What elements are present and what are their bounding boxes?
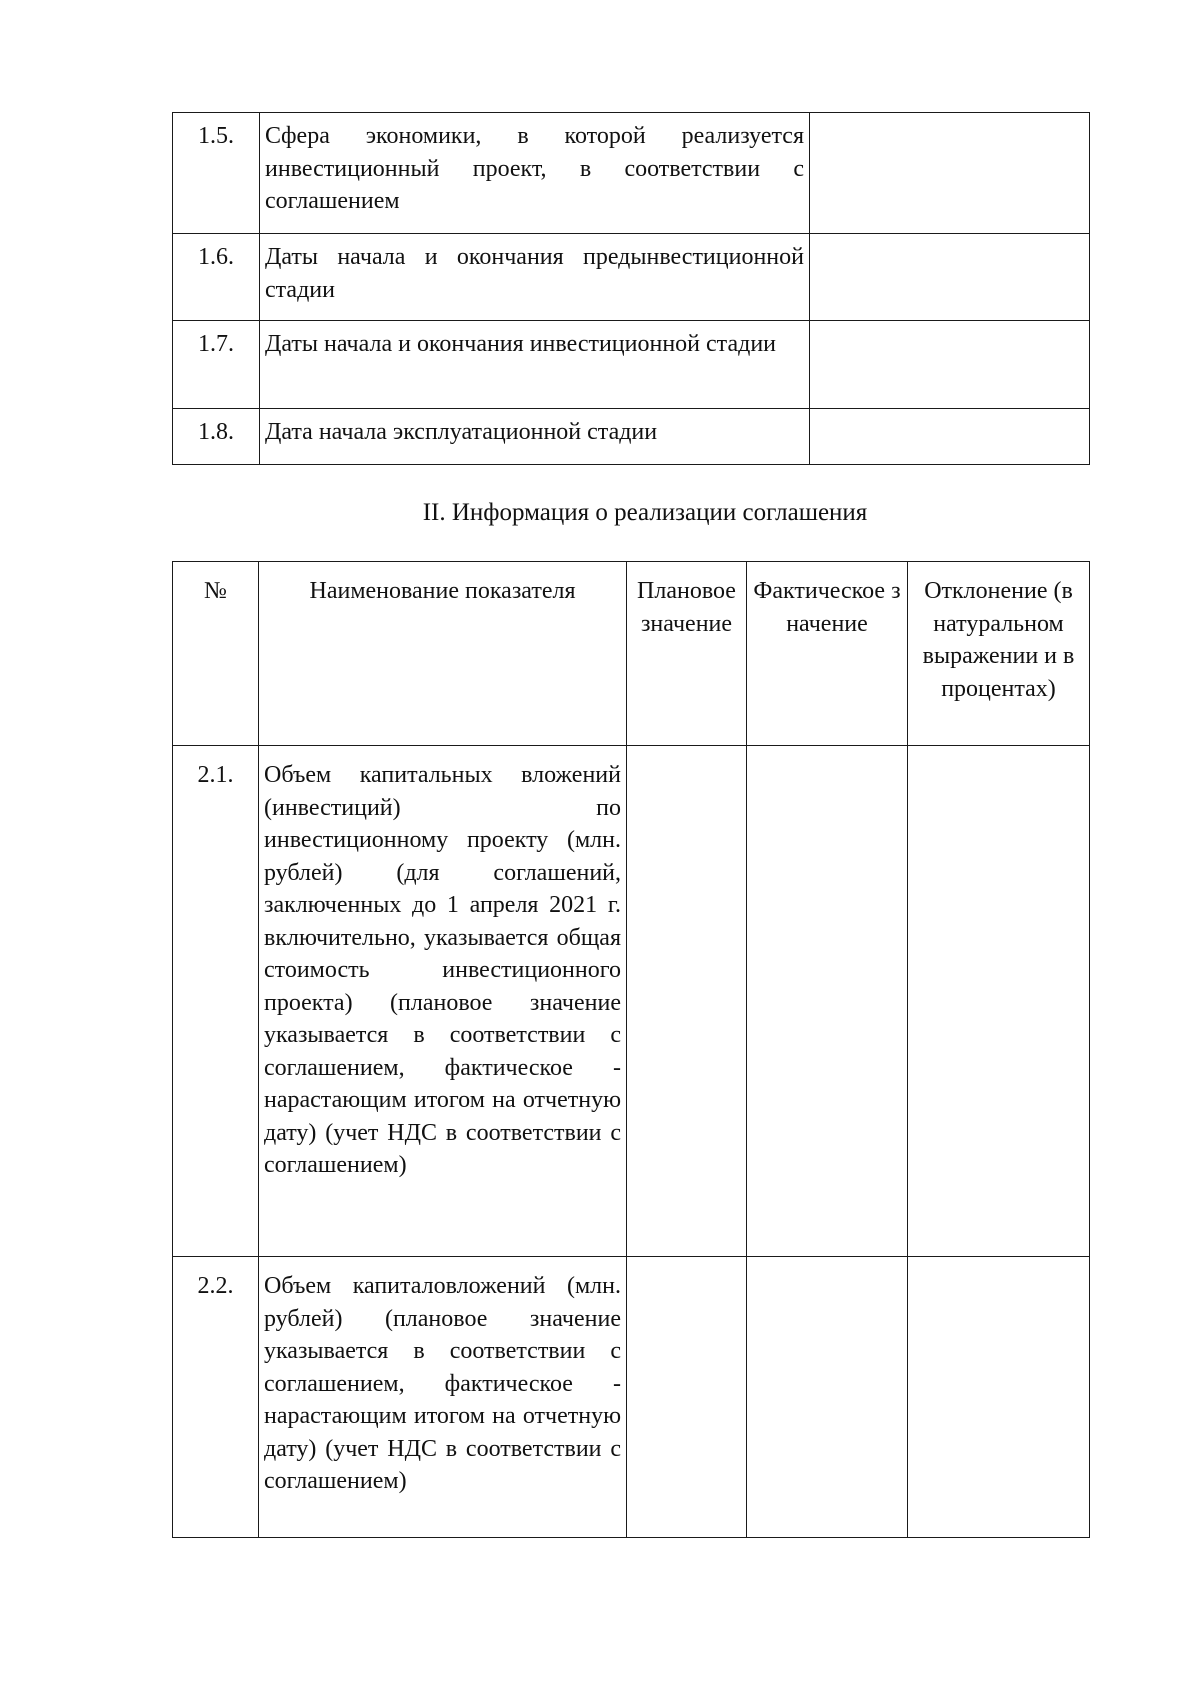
table-row xyxy=(173,321,1090,409)
row-indicator-name: Объем капиталовложений (млн. рублей) (плановое значение указывается в соответствии с соглашением, фактическое - нарастающим итогом на отчетную дату) (учет НДС в соответствии с соглашением) xyxy=(259,1257,627,1538)
row-label: Даты начала и окончания предынвестиционной стадии xyxy=(260,234,810,321)
header-planned-value: Плановое значение xyxy=(627,562,747,746)
row-value-cell xyxy=(810,409,1090,465)
row-number: 2.1. xyxy=(173,746,259,1257)
row-value-cell xyxy=(810,321,1090,409)
header-number: № xyxy=(173,562,259,746)
row-deviation xyxy=(908,746,1090,1257)
row-label: Дата начала эксплуатационной стадии xyxy=(260,409,810,465)
table-row xyxy=(173,746,1090,1257)
agreement-implementation-table xyxy=(172,561,1090,1538)
row-number: 1.7. xyxy=(173,321,260,409)
header-deviation: Отклонение (в натуральном выражении и в процентах) xyxy=(908,562,1090,746)
header-indicator-name: Наименование показателя xyxy=(259,562,627,746)
row-number: 1.8. xyxy=(173,409,260,465)
row-actual-value xyxy=(747,746,908,1257)
table-header-row xyxy=(173,562,1090,746)
project-info-table xyxy=(172,112,1090,465)
table-row xyxy=(173,113,1090,234)
row-number: 2.2. xyxy=(173,1257,259,1538)
row-label: Даты начала и окончания инвестиционной стадии xyxy=(260,321,810,409)
row-planned-value xyxy=(627,1257,747,1538)
header-actual-value: Фактическое значение xyxy=(747,562,908,746)
row-indicator-name: Объем капитальных вложений (инвестиций) по инвестиционному проекту (млн. рублей) (для соглашений, заключенных до 1 апреля 2021 г. включительно, указывается общая стоимость инвестиционного проекта) (плановое значение указывается в соответствии с соглашением, фактическое - нарастающим итогом на отчетную дату) (учет НДС в соответствии с соглашением) xyxy=(259,746,627,1257)
row-actual-value xyxy=(747,1257,908,1538)
row-number: 1.5. xyxy=(173,113,260,234)
table-row xyxy=(173,234,1090,321)
table-row xyxy=(173,1257,1090,1538)
section-title: II. Информация о реализации соглашения xyxy=(422,499,868,526)
row-planned-value xyxy=(627,746,747,1257)
table-row xyxy=(173,409,1090,465)
row-number: 1.6. xyxy=(173,234,260,321)
row-value-cell xyxy=(810,113,1090,234)
row-deviation xyxy=(908,1257,1090,1538)
row-value-cell xyxy=(810,234,1090,321)
row-label: Сфера экономики, в которой реализуется инвестиционный проект, в соответствии с соглашением xyxy=(260,113,810,234)
